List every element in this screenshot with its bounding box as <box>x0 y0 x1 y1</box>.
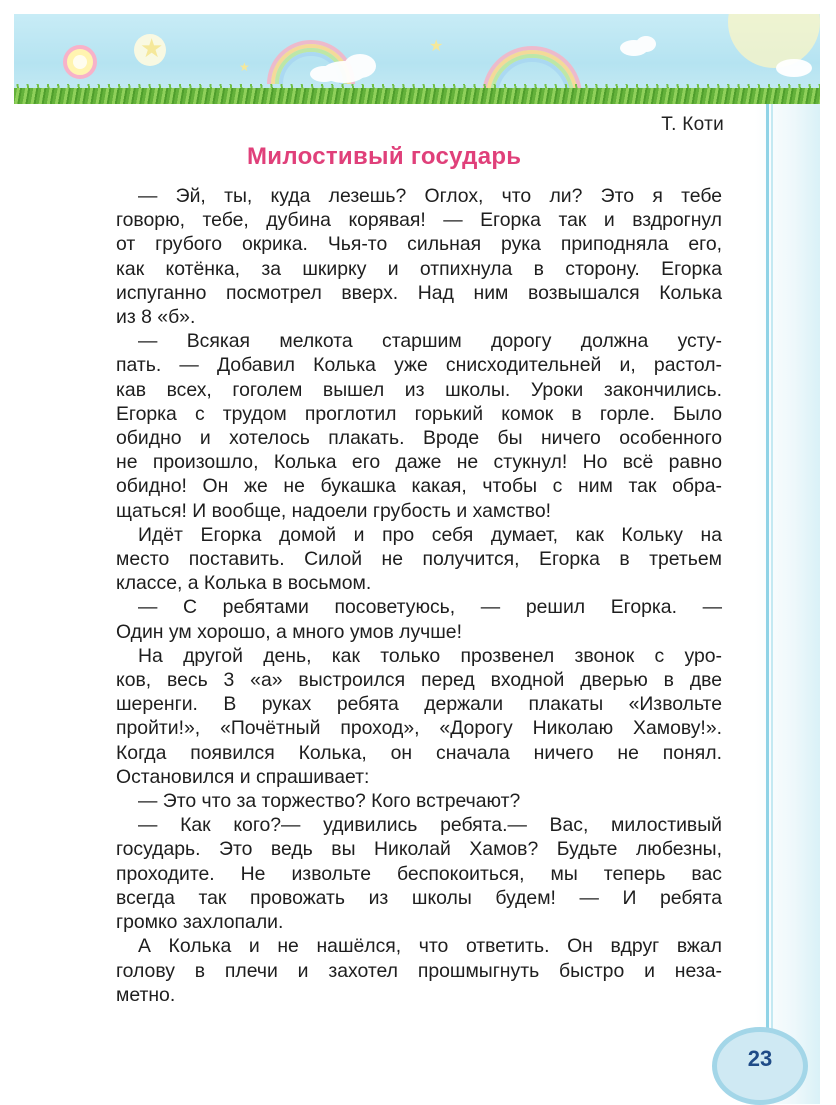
paragraph <box>116 789 722 813</box>
paragraph <box>116 595 722 643</box>
text-line: не произошло, Колька его даже не стукнул! Но всё равно <box>116 451 722 474</box>
star-icon: ★ <box>140 34 164 64</box>
paragraph <box>116 934 722 1007</box>
star-icon: ★ <box>429 36 444 55</box>
text-line: — С ребятами посоветуюсь, — решил Егорка. — <box>138 596 722 619</box>
text-line: — Эй, ты, куда лезешь? Оглох, что ли? Это я тебе <box>138 185 722 207</box>
text-line: щаться! И вообще, надоели грубость и хамство! <box>116 499 552 522</box>
paragraph <box>116 644 722 789</box>
story-text <box>116 184 722 1007</box>
text-line: — Как кого?— удивились ребята.— Вас, милостивый <box>138 814 722 837</box>
text-line: — Это что за торжество? Кого встречают? <box>138 790 521 813</box>
text-line: громко захлопали. <box>116 911 284 934</box>
text-line: шеренги. В руках ребята держали плакаты «Извольте <box>116 693 722 716</box>
text-line: — Всякая мелкота старшим дорогу должна усту- <box>138 330 722 353</box>
text-line: испуганно посмотрел вверх. Над ним возвышался Колька <box>116 281 722 304</box>
paragraph <box>116 184 722 329</box>
text-line: На другой день, как только прозвенел звонок с уро- <box>138 644 722 667</box>
text-line: Остановился и спрашивает: <box>116 765 370 788</box>
text-line: место поставить. Силой не получится, Егорка в третьем <box>116 548 722 571</box>
text-line: государь. Это ведь вы Николай Хамов? Будьте любезны, <box>116 838 722 861</box>
text-line: от грубого окрика. Чья-то сильная рука приподняла его, <box>116 233 722 256</box>
text-line: проходите. Не извольте беспокоиться, мы теперь вас <box>116 862 722 885</box>
margin-rule <box>771 104 773 1034</box>
text-line: пройти!», «Почётный проход», «Дорогу Николаю Хамову!». <box>116 717 722 740</box>
text-line: как котёнка, за шкирку и отпихнула в сторону. Егорка <box>116 257 722 280</box>
header-banner <box>14 14 820 104</box>
text-line: Егорка с трудом проглотил горький комок в горле. Было <box>116 402 722 425</box>
paragraph <box>116 329 722 523</box>
paragraph <box>116 813 722 934</box>
story-title: Милостивый государь <box>247 143 522 170</box>
text-line: всегда так провожать из школы будем! — И ребята <box>116 886 722 909</box>
text-line: Один ум хорошо, а много умов лучше! <box>116 620 462 643</box>
side-margin-panel <box>755 104 820 1104</box>
text-line: из 8 «б». <box>116 306 196 329</box>
text-line: кав всех, гоголем вышел из школы. Уроки закончились. <box>116 378 722 401</box>
text-line: метно. <box>116 983 176 1006</box>
text-line: голову в плечи и захотел прошмыгнуть быстро и неза- <box>116 959 722 982</box>
grass-decoration <box>14 88 820 104</box>
text-line: классе, а Колька в восьмом. <box>116 572 372 595</box>
author-name: Т. Коти <box>661 114 724 135</box>
paragraph <box>116 523 722 596</box>
text-line: обидно! Он же не букашка какая, чтобы с ним так обра- <box>116 475 722 498</box>
text-line: обидно и хотелось плакать. Вроде бы ничего особенного <box>116 427 722 450</box>
text-line: говорю, тебе, дубина корявая! — Егорка так и вздрогнул <box>116 209 722 232</box>
text-line: ков, весь 3 «а» выстроился перед входной дверью в две <box>116 669 722 692</box>
text-line: Когда появился Колька, он сначала ничего не понял. <box>116 741 722 764</box>
text-line: пать. — Добавил Колька уже снисходительней и, растол- <box>116 354 722 377</box>
text-line: А Колька и не нашёлся, что ответить. Он вдруг вжал <box>138 935 722 958</box>
star-icon: ★ <box>239 60 250 74</box>
margin-rule <box>766 104 769 1034</box>
text-line: Идёт Егорка домой и про себя думает, как Кольку на <box>138 523 722 546</box>
page-number: 23 <box>747 1046 773 1071</box>
